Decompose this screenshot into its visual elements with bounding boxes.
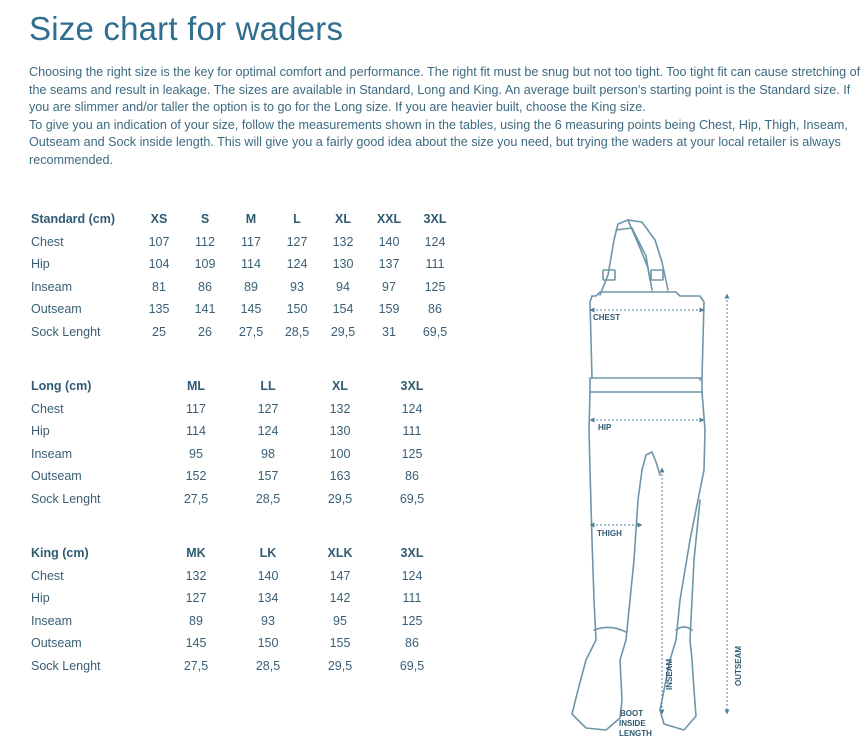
row-label: Outseam [31,302,82,317]
size-header: M [245,212,257,227]
table-heading: King (cm) [31,546,89,561]
table-cell: 97 [382,279,396,294]
row-label: Chest [31,401,64,416]
row-label: Sock Lenght [31,658,101,673]
table-header-row [31,375,448,398]
table-cell: 28,5 [284,324,310,339]
table-cell: 134 [257,591,279,606]
table-row [31,276,458,299]
size-header: ML [186,379,206,394]
size-header: LL [260,379,276,394]
suspender-left [600,220,652,295]
table-header-row [31,208,458,231]
table-cell: 145 [185,636,207,651]
outseam-label: OUTSEAM [734,646,743,686]
table-cell: 127 [185,591,207,606]
table-cell: 135 [148,302,170,317]
table-cell: 98 [261,446,275,461]
table-row [31,420,448,443]
row-label: Hip [31,591,50,606]
table-cell: 95 [189,446,203,461]
table-cell: 130 [329,424,351,439]
wader-chest-left [590,296,592,378]
table-cell: 155 [329,636,351,651]
table-row [31,398,448,421]
table-cell: 111 [402,424,422,439]
table-cell: 89 [189,613,203,628]
table-heading: Standard (cm) [31,212,116,227]
row-label: Hip [31,257,50,272]
thigh-label: THIGH [597,529,622,538]
table-row [31,253,458,276]
size-header: S [200,212,210,227]
table-cell: 89 [244,279,258,294]
table-cell: 69,5 [422,324,448,339]
table-cell: 163 [329,469,351,484]
table-cell: 147 [329,568,351,583]
table-cell: 132 [185,568,207,583]
table-cell: 81 [152,279,166,294]
table-row [31,610,448,633]
table-cell: 28,5 [255,658,281,673]
boot-label-line3: LENGTH [619,729,652,738]
boot-label-line1: BOOT [620,709,644,718]
inseam-label: INSEAM [665,658,674,690]
table-cell: 150 [257,636,279,651]
table-cell: 124 [257,424,279,439]
standard-size-table [31,208,458,343]
table-row [31,655,448,678]
table-cell: 69,5 [399,658,425,673]
table-cell: 150 [286,302,308,317]
long-size-table [31,375,448,510]
table-cell: 69,5 [399,491,425,506]
table-cell: 114 [241,257,261,272]
table-row [31,488,448,511]
row-label: Hip [31,424,50,439]
table-cell: 104 [148,257,170,272]
table-row [31,465,448,488]
table-cell: 117 [186,401,206,416]
table-cell: 93 [261,613,275,628]
table-cell: 86 [428,302,442,317]
table-cell: 125 [401,613,423,628]
row-label: Inseam [31,446,72,461]
table-cell: 130 [332,257,354,272]
size-header: 3XL [423,212,447,227]
wader-chest [592,292,704,380]
table-cell: 112 [195,234,215,249]
row-label: Sock Lenght [31,491,101,506]
table-cell: 157 [257,469,279,484]
table-cell: 127 [257,401,279,416]
wader-belt [590,378,702,392]
table-cell: 27,5 [183,658,209,673]
table-cell: 31 [382,324,396,339]
intro-text [29,64,861,170]
table-cell: 26 [198,324,212,339]
hip-label: HIP [598,423,612,432]
page-title: Size chart for waders [29,10,344,47]
table-cell: 117 [241,234,261,249]
table-cell: 94 [336,279,350,294]
table-cell: 141 [194,302,216,317]
table-cell: 86 [405,636,419,651]
wader-measurement-diagram [560,210,760,750]
table-cell: 124 [424,234,446,249]
table-cell: 145 [240,302,262,317]
boot-left-top [594,627,626,632]
row-label: Outseam [31,469,82,484]
table-cell: 125 [401,446,423,461]
table-cell: 28,5 [255,491,281,506]
table-cell: 152 [185,469,207,484]
size-header: XLK [327,546,353,561]
table-cell: 125 [424,279,446,294]
table-row [31,443,448,466]
row-label: Chest [31,234,64,249]
table-cell: 142 [329,591,351,606]
table-cell: 93 [290,279,304,294]
intro-paragraph-2: To give you an indication of your size, follow the measurements shown in the tables, using the 6 measuring points being Chest, Hip, Thigh, Inseam, Outseam and Sock inside length. This will give you a fairly good idea about the size you need, but trying the waders at your local retailer is always recommended. [29,117,848,167]
table-cell: 124 [286,257,308,272]
table-heading: Long (cm) [31,379,92,394]
wader-crotch [642,452,660,475]
row-label: Chest [31,568,64,583]
table-cell: 132 [332,234,354,249]
size-header: XL [332,379,348,394]
table-cell: 109 [194,257,216,272]
size-header: MK [186,546,206,561]
wader-left-leg [572,392,642,730]
table-cell: 86 [405,469,419,484]
chest-label: CHEST [593,313,621,322]
table-row [31,231,458,254]
table-cell: 140 [378,234,400,249]
row-label: Outseam [31,636,82,651]
row-label: Sock Lenght [31,324,101,339]
table-cell: 29,5 [330,324,356,339]
size-header: 3XL [400,546,424,561]
size-header: XL [335,212,351,227]
buckle-right [651,270,663,280]
table-cell: 124 [401,401,423,416]
size-header: L [293,212,301,227]
table-cell: 27,5 [183,491,209,506]
table-row [31,565,448,588]
row-label: Inseam [31,279,72,294]
table-cell: 124 [401,568,423,583]
table-cell: 100 [329,446,351,461]
suspender-inner [616,228,650,280]
table-cell: 27,5 [238,324,264,339]
table-cell: 114 [186,424,206,439]
row-label: Inseam [31,613,72,628]
table-row [31,632,448,655]
table-cell: 29,5 [327,658,353,673]
boot-right-top [676,627,692,630]
table-header-row [31,542,448,565]
size-header: XS [150,212,168,227]
table-cell: 86 [198,279,212,294]
size-header: XXL [376,212,402,227]
table-cell: 159 [378,302,400,317]
table-cell: 111 [425,257,445,272]
table-cell: 127 [286,234,308,249]
table-cell: 137 [378,257,400,272]
intro-paragraph-1: Choosing the right size is the key for optimal comfort and performance. The right fit must be snug but not too tight. Too tight fit can cause stretching of the seams and result in leakage. The sizes are available in Standard, Long and King. An average built person's starting point is the Standard size. If you are slimmer and/or taller the option is to go for the Long size. If you are heavier built, choose the King size. [29,65,861,115]
table-cell: 140 [257,568,279,583]
table-row [31,321,458,344]
table-cell: 111 [402,591,422,606]
table-cell: 154 [332,302,354,317]
table-cell: 107 [148,234,170,249]
table-row [31,587,448,610]
table-cell: 25 [152,324,166,339]
table-cell: 29,5 [327,491,353,506]
table-row [31,298,458,321]
size-header: LK [259,546,277,561]
boot-label-line2: INSIDE [619,719,646,728]
size-header: 3XL [400,379,424,394]
table-cell: 95 [333,613,347,628]
table-cell: 132 [329,401,351,416]
king-size-table [31,542,448,677]
